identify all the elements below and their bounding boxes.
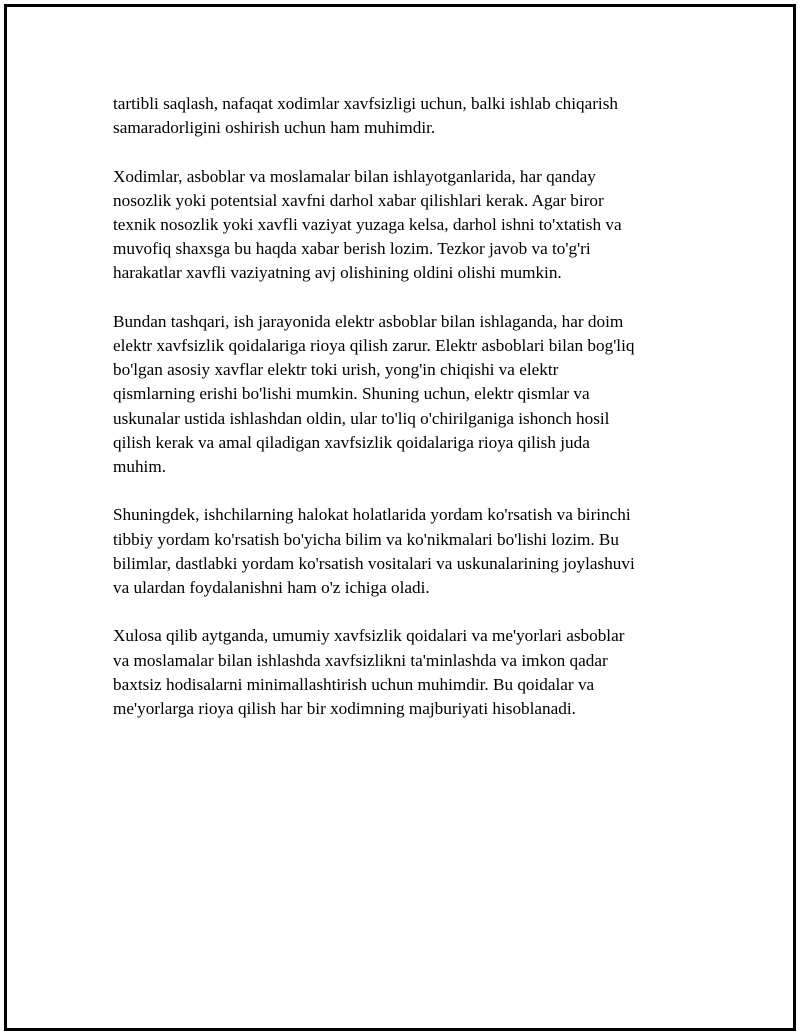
paragraph-4: Shuningdek, ishchilarning halokat holatlarida yordam ko'rsatish va birinchi tibbiy yordam ko'rsatish bo'yicha bilim va ko'nikmalari bo'lishi lozim. Bu bilimlar, dastlabki yordam ko'rsatish vositalari va uskunalarining joylashuvi va ulardan foydalanishni ham o'z ichiga oladi. bbox=[113, 505, 635, 598]
paragraph-5: Xulosa qilib aytganda, umumiy xavfsizlik qoidalari va me'yorlari asboblar va moslamalar bilan ishlashda xavfsizlikni ta'minlashda va imkon qadar baxtsiz hodisalarni minimallashtirish uchun muhimdir. Bu qoidalar va me'yorlarga rioya qilish har bir xodimning majburiyati hisoblanadi. bbox=[113, 626, 625, 719]
document-body bbox=[113, 92, 693, 745]
paragraph-2: Xodimlar, asboblar va moslamalar bilan ishlayotganlarida, har qanday nosozlik yoki potentsial xavfni darhol xabar qilishlari kerak. Agar biror texnik nosozlik yoki xavfli vaziyat yuzaga kelsa, darhol ishni to'xtatish va muvofiq shaxsga bu haqda xabar berish lozim. Tezkor javob va to'g'ri harakatlar xavfli vaziyatning avj olishining oldini olishi mumkin. bbox=[113, 166, 622, 283]
paragraph-1: tartibli saqlash, nafaqat xodimlar xavfsizligi uchun, balki ishlab chiqarish samaradorligini oshirish uchun ham muhimdir. bbox=[113, 94, 618, 138]
paragraph-3: Bundan tashqari, ish jarayonida elektr asboblar bilan ishlaganda, har doim elektr xavfsizlik qoidalariga rioya qilish zarur. Elektr asboblari bilan bog'liq bo'lgan asosiy xavflar elektr toki urish, yong'in chiqishi va elektr qismlarning erishi bo'lishi mumkin. Shuning uchun, elektr qismlar va uskunalar ustida ishlashdan oldin, ular to'liq o'chirilganiga ishonch hosil qilish kerak va amal qiladigan xavfsizlik qoidalariga rioya qilish juda muhim. bbox=[113, 311, 635, 477]
